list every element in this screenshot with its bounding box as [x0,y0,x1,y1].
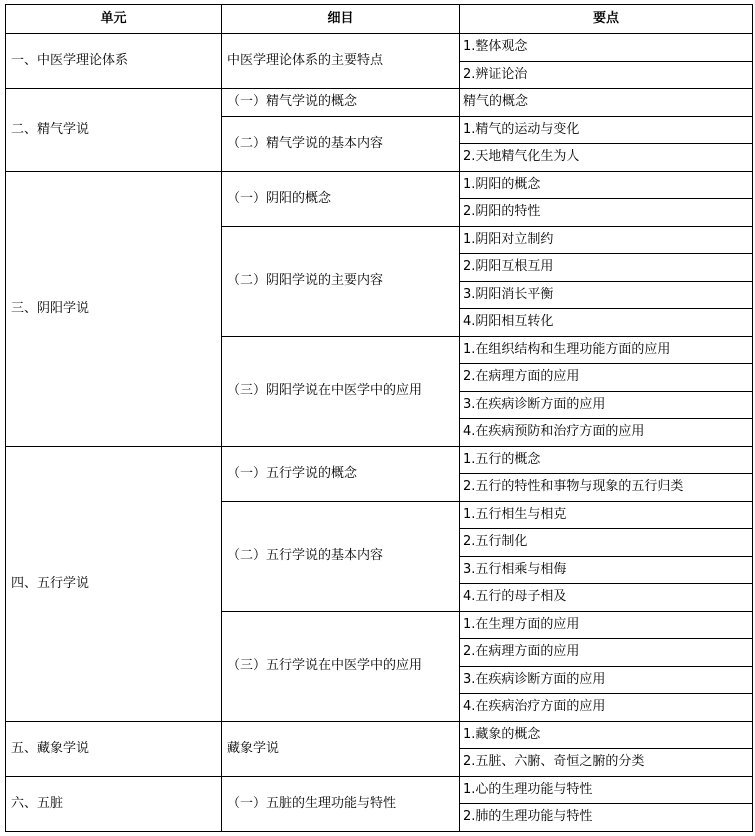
table-row [6,89,753,117]
unit-cell: 六、五脏 [6,776,222,831]
point-cell: 1.心的生理功能与特性 [460,776,753,804]
table-row [6,446,753,474]
detail-cell: 藏象学说 [222,721,460,776]
point-cell: 1.阴阳的概念 [460,171,753,199]
detail-cell: （三）五行学说在中医学中的应用 [222,611,460,721]
point-cell: 精气的概念 [460,89,753,117]
point-cell: 4.阴阳相互转化 [460,309,753,337]
unit-cell: 三、阴阳学说 [6,171,222,446]
point-cell: 1.阴阳对立制约 [460,226,753,254]
detail-cell: （二）精气学说的基本内容 [222,116,460,171]
point-cell: 1.精气的运动与变化 [460,116,753,144]
header-point: 要点 [460,5,753,34]
point-cell: 3.阴阳消长平衡 [460,281,753,309]
table-body [6,34,753,832]
point-cell: 2.阴阳的特性 [460,199,753,227]
table-row [6,171,753,199]
point-cell: 2.天地精气化生为人 [460,144,753,172]
detail-cell: （一）五行学说的概念 [222,446,460,501]
syllabus-table [5,4,753,832]
detail-cell: （三）阴阳学说在中医学中的应用 [222,336,460,446]
header-row [6,5,753,34]
point-cell: 2.五行的特性和事物与现象的五行归类 [460,474,753,502]
header-detail: 细目 [222,5,460,34]
unit-cell: 四、五行学说 [6,446,222,721]
header-unit: 单元 [6,5,222,34]
point-cell: 4.在疾病预防和治疗方面的应用 [460,419,753,447]
table-row [6,34,753,62]
point-cell: 1.藏象的概念 [460,721,753,749]
detail-cell: （二）阴阳学说的主要内容 [222,226,460,336]
unit-cell: 二、精气学说 [6,89,222,172]
point-cell: 1.在生理方面的应用 [460,611,753,639]
detail-cell: 中医学理论体系的主要特点 [222,34,460,89]
point-cell: 3.五行相乘与相侮 [460,556,753,584]
table-row [6,721,753,749]
detail-cell: （一）精气学说的概念 [222,89,460,117]
point-cell: 4.五行的母子相及 [460,584,753,612]
detail-cell: （二）五行学说的基本内容 [222,501,460,611]
point-cell: 1.在组织结构和生理功能方面的应用 [460,336,753,364]
unit-cell: 五、藏象学说 [6,721,222,776]
point-cell: 2.在病理方面的应用 [460,639,753,667]
point-cell: 2.肺的生理功能与特性 [460,804,753,832]
point-cell: 1.整体观念 [460,34,753,62]
point-cell: 3.在疾病诊断方面的应用 [460,391,753,419]
point-cell: 2.五行制化 [460,529,753,557]
table-row [6,776,753,804]
point-cell: 1.五行的概念 [460,446,753,474]
point-cell: 2.辨证论治 [460,61,753,89]
point-cell: 3.在疾病诊断方面的应用 [460,666,753,694]
point-cell: 2.阴阳互根互用 [460,254,753,282]
point-cell: 4.在疾病治疗方面的应用 [460,694,753,722]
point-cell: 1.五行相生与相克 [460,501,753,529]
detail-cell: （一）阴阳的概念 [222,171,460,226]
point-cell: 2.在病理方面的应用 [460,364,753,392]
point-cell: 2.五脏、六腑、奇恒之腑的分类 [460,749,753,777]
unit-cell: 一、中医学理论体系 [6,34,222,89]
detail-cell: （一）五脏的生理功能与特性 [222,776,460,831]
